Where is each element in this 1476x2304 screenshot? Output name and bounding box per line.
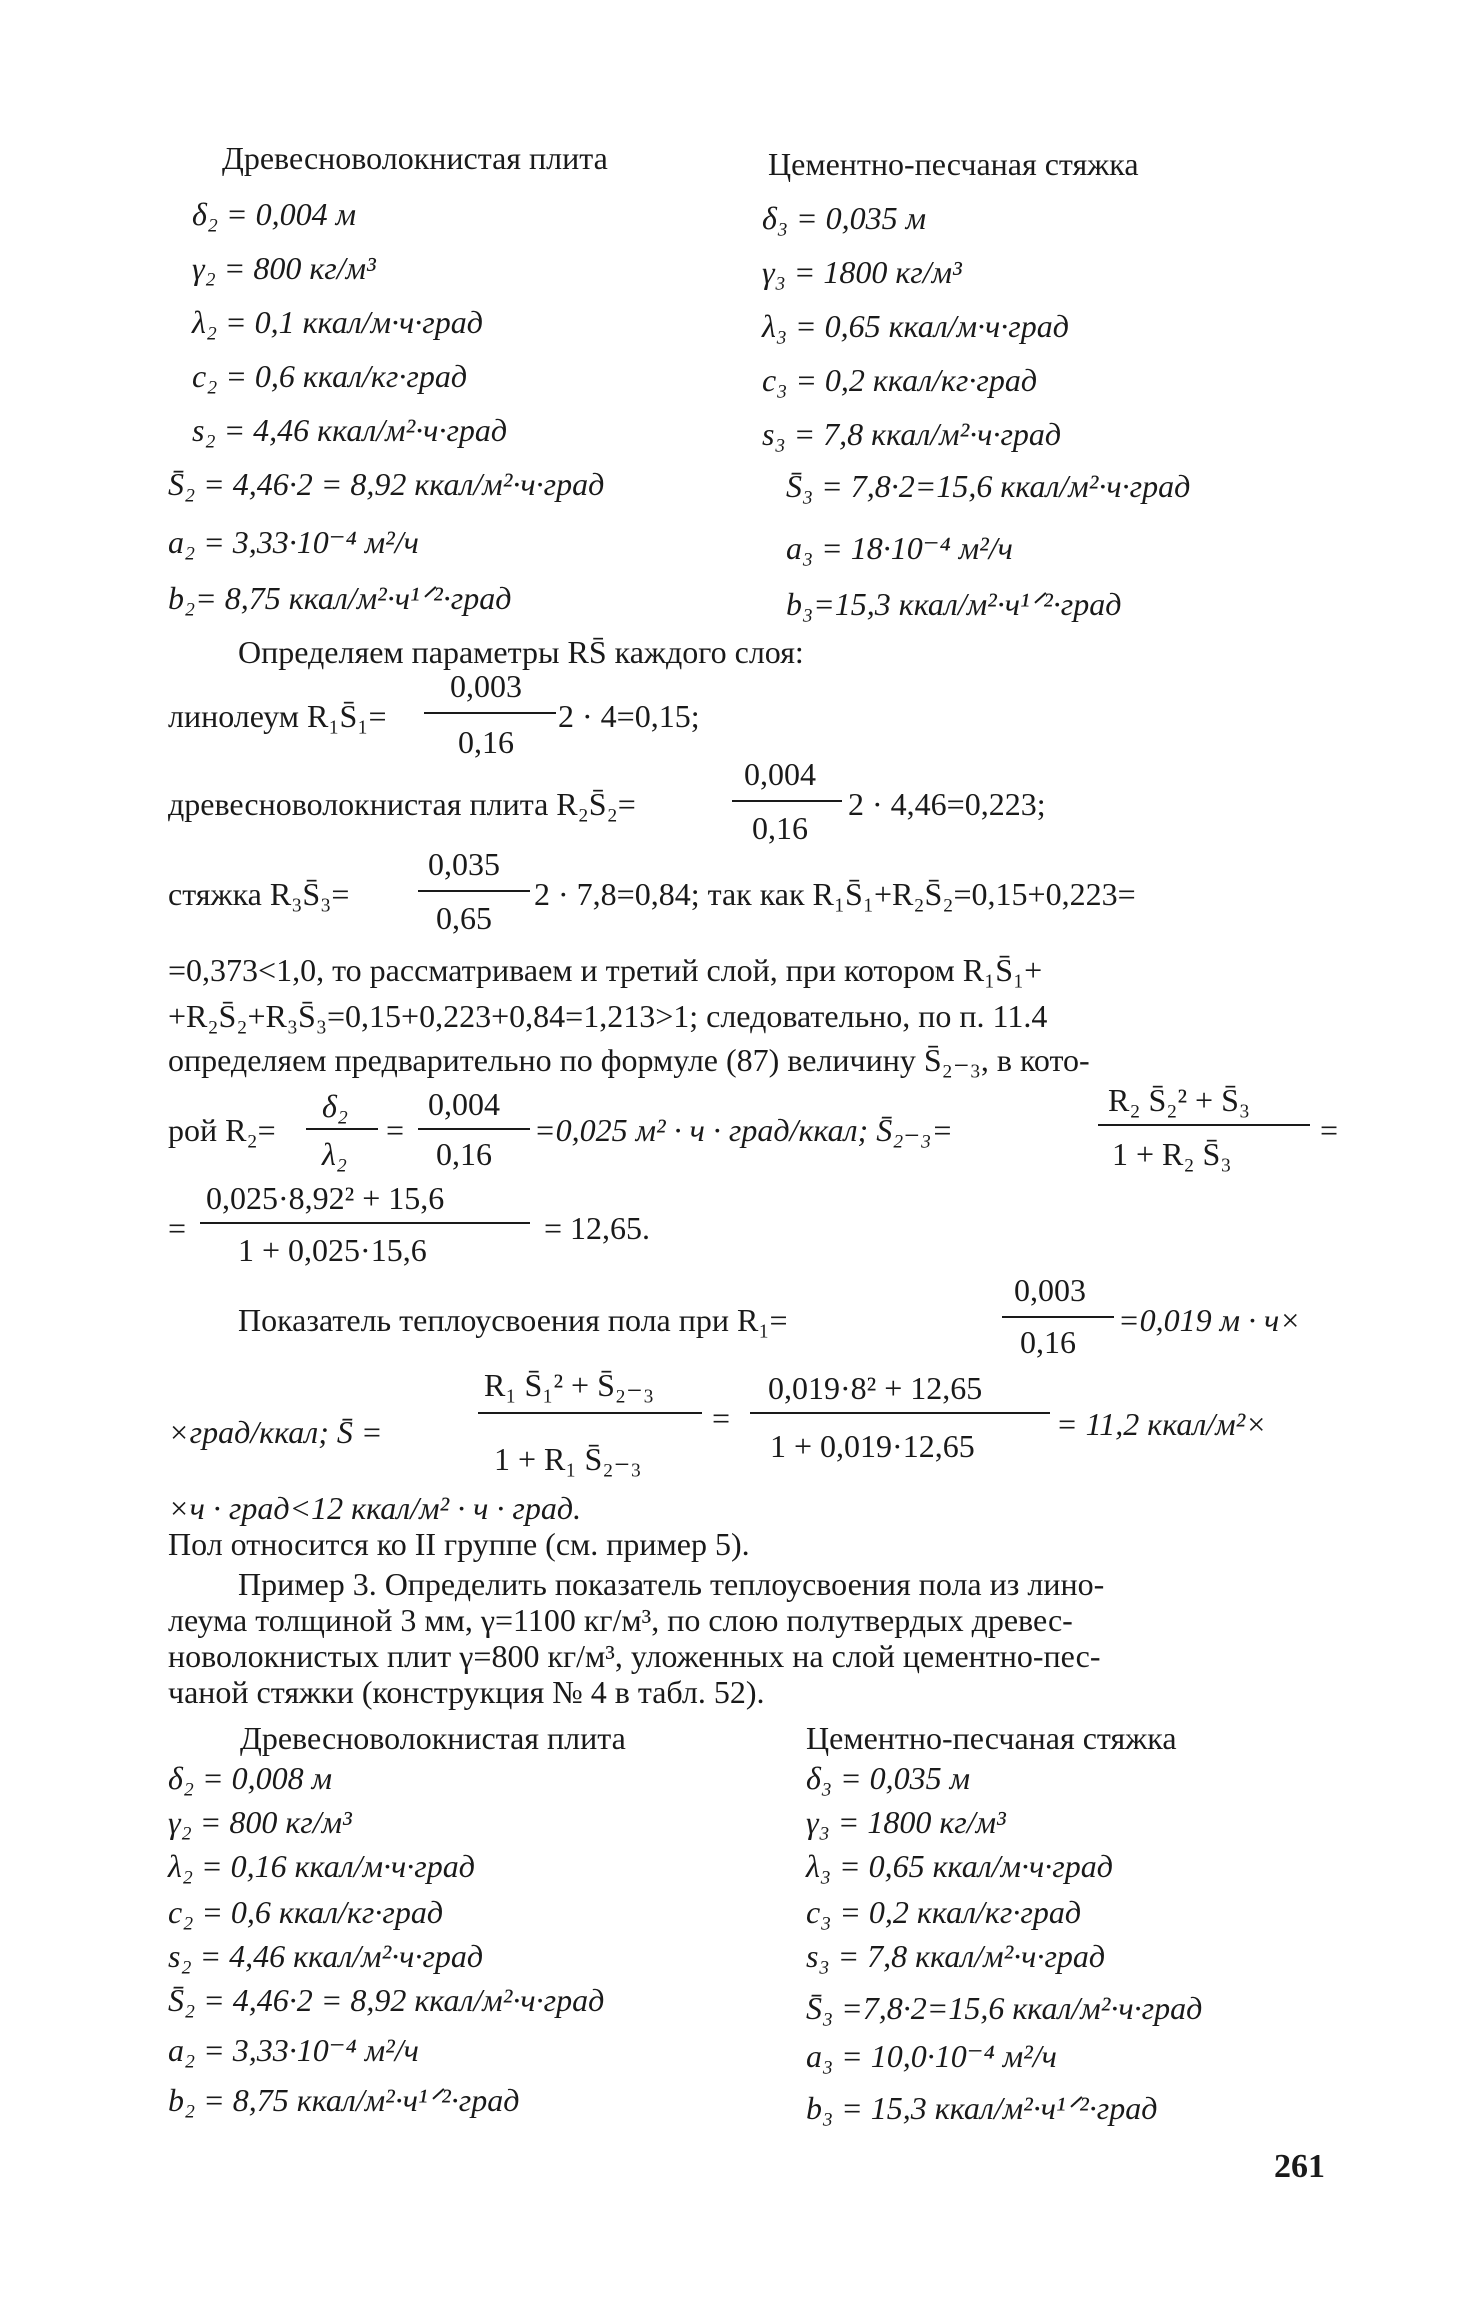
text-line-b: +R₂S̄₂+R₃S̄₃=0,15+0,223+0,84=1,213>1; следовательно, по п. 11.4 — [168, 998, 1048, 1034]
roi-end: = — [1320, 1112, 1339, 1148]
block1-right-heading: Цементно-песчаная стяжка — [768, 146, 1139, 182]
pok-tail: =0,019 м · ч× — [1118, 1302, 1301, 1338]
block1-right-param: λ₃ = 0,65 ккал/м·ч·град — [762, 308, 1069, 344]
roi-den1: λ₂ — [322, 1136, 347, 1172]
block1-right-param: a₃ = 18·10⁻⁴ м²/ч — [786, 530, 1013, 566]
block2-right-param: λ₃ = 0,65 ккал/м·ч·град — [806, 1848, 1113, 1884]
block2-right-param: δ₃ = 0,035 м — [806, 1760, 971, 1796]
s-num2: 0,019·8² + 12,65 — [768, 1370, 983, 1406]
block2-left-param: b₂ = 8,75 ккал/м²·ч¹ᐟ²·град — [168, 2082, 520, 2118]
roi-num3: R₂ S̄₂² + S̄₃ — [1108, 1082, 1251, 1118]
pok-den: 0,16 — [1020, 1324, 1076, 1360]
roi-num1: δ₂ — [322, 1088, 348, 1124]
roi-bar2 — [418, 1128, 530, 1130]
block2-left-param: δ₂ = 0,008 м — [168, 1760, 333, 1796]
s-den2: 1 + 0,019·12,65 — [770, 1428, 975, 1464]
pok-num: 0,003 — [1014, 1272, 1086, 1308]
res-bar — [200, 1222, 530, 1224]
block2-right-param: S̄₃ =7,8·2=15,6 ккал/м²·ч·град — [806, 1990, 1203, 2026]
block1-left-param: γ₂ = 800 кг/м³ — [192, 250, 376, 286]
lin-bar — [424, 712, 556, 714]
lin-num: 0,003 — [450, 668, 522, 704]
lin-tail: 2 · 4=0,15; — [558, 698, 700, 734]
s-last: ×ч · град<12 ккал/м² · ч · град. — [168, 1490, 582, 1526]
s-num1: R₁ S̄₁² + S̄₂₋₃ — [484, 1367, 655, 1403]
block2-left-param: c₂ = 0,6 ккал/кг·град — [168, 1894, 444, 1930]
block1-left-param: s₂ = 4,46 ккал/м²·ч·град — [192, 412, 508, 448]
block2-left-heading: Древесноволокнистая плита — [240, 1720, 626, 1756]
s-bar1 — [478, 1412, 702, 1414]
block1-left-param: a₂ = 3,33·10⁻⁴ м²/ч — [168, 524, 419, 560]
block1-right-param: γ₃ = 1800 кг/м³ — [762, 254, 962, 290]
block2-right-param: c₃ = 0,2 ккал/кг·град — [806, 1894, 1082, 1930]
roi-label: рой R₂= — [168, 1112, 276, 1148]
determine-text: Определяем параметры RS̄ каждого слоя: — [238, 634, 804, 670]
pok-bar — [1002, 1316, 1114, 1318]
st-bar — [418, 890, 530, 892]
roi-eq: = — [386, 1112, 405, 1148]
block2-right-heading: Цементно-песчаная стяжка — [806, 1720, 1177, 1756]
s-tail: = 11,2 ккал/м²× — [1056, 1406, 1267, 1442]
block2-right-param: a₃ = 10,0·10⁻⁴ м²/ч — [806, 2038, 1057, 2074]
block2-left-param: a₂ = 3,33·10⁻⁴ м²/ч — [168, 2032, 419, 2068]
block1-left-heading: Древесноволокнистая плита — [222, 140, 608, 176]
block2-left-param: γ₂ = 800 кг/м³ — [168, 1804, 352, 1840]
res-tail: = 12,65. — [544, 1210, 651, 1246]
example3-line: Пример 3. Определить показатель теплоусвоения пола из лино- — [238, 1566, 1105, 1602]
block1-right-param: c₃ = 0,2 ккал/кг·град — [762, 362, 1038, 398]
roi-tail: =0,025 м² · ч · град/ккал; S̄₂₋₃= — [534, 1112, 953, 1148]
res-num: 0,025·8,92² + 15,6 — [206, 1180, 445, 1216]
block1-right-param: b₃=15,3 ккал/м²·ч¹ᐟ²·град — [786, 586, 1122, 622]
roi-den2: 0,16 — [436, 1136, 492, 1172]
drev-label: древесноволокнистая плита R₂S̄₂= — [168, 786, 636, 822]
block2-left-param: s₂ = 4,46 ккал/м²·ч·град — [168, 1938, 484, 1974]
example3-line: новолокнистых плит γ=800 кг/м³, уложенных на слой цементно-пес- — [168, 1638, 1101, 1674]
st-num: 0,035 — [428, 846, 500, 882]
drev-den: 0,16 — [752, 810, 808, 846]
st-den: 0,65 — [436, 900, 492, 936]
block1-right-param: δ₃ = 0,035 м — [762, 200, 927, 236]
s-bar2 — [750, 1412, 1050, 1414]
s-den1: 1 + R₁ S̄₂₋₃ — [494, 1441, 642, 1477]
block1-left-param: λ₂ = 0,1 ккал/м·ч·град — [192, 304, 483, 340]
block1-left-param: S̄₂ = 4,46·2 = 8,92 ккал/м²·ч·град — [168, 466, 605, 502]
block2-left-param: λ₂ = 0,16 ккал/м·ч·град — [168, 1848, 475, 1884]
block2-right-param: b₃ = 15,3 ккал/м²·ч¹ᐟ²·град — [806, 2090, 1158, 2126]
lin-den: 0,16 — [458, 724, 514, 760]
pok-label: Показатель теплоусвоения пола при R₁= — [238, 1302, 788, 1338]
block1-left-param: δ₂ = 0,004 м — [192, 196, 357, 232]
drev-tail: 2 · 4,46=0,223; — [848, 786, 1046, 822]
block1-right-param: s₃ = 7,8 ккал/м²·ч·град — [762, 416, 1062, 452]
lin-label: линолеум R₁S̄₁= — [168, 698, 387, 734]
text-line-a: =0,373<1,0, то рассматриваем и третий слой, при котором R₁S̄₁+ — [168, 952, 1043, 988]
s-eq: = — [712, 1400, 731, 1436]
block1-left-param: c₂ = 0,6 ккал/кг·град — [192, 358, 468, 394]
st-label: стяжка R₃S̄₃= — [168, 876, 350, 912]
roi-bar1 — [306, 1128, 378, 1130]
group-text: Пол относится ко II группе (см. пример 5). — [168, 1526, 750, 1562]
block1-right-param: S̄₃ = 7,8·2=15,6 ккал/м²·ч·град — [786, 468, 1191, 504]
block2-right-param: s₃ = 7,8 ккал/м²·ч·град — [806, 1938, 1106, 1974]
roi-bar3 — [1098, 1124, 1310, 1126]
drev-bar — [732, 800, 842, 802]
roi-num2: 0,004 — [428, 1086, 500, 1122]
example3-line: чаной стяжки (конструкция № 4 в табл. 52). — [168, 1674, 765, 1710]
example3-line: леума толщиной 3 мм, γ=1100 кг/м³, по слою полутвердых древес- — [168, 1602, 1073, 1638]
st-tail: 2 · 7,8=0,84; так как R₁S̄₁+R₂S̄₂=0,15+0,223= — [534, 876, 1136, 912]
block2-right-param: γ₃ = 1800 кг/м³ — [806, 1804, 1006, 1840]
sgrad-label: ×град/ккал; S̄ = — [168, 1414, 383, 1450]
page-number: 261 — [1274, 2148, 1325, 2185]
roi-den3: 1 + R₂ S̄₃ — [1112, 1136, 1232, 1172]
drev-num: 0,004 — [744, 756, 816, 792]
res-pre: = — [168, 1210, 187, 1246]
res-den: 1 + 0,025·15,6 — [238, 1232, 427, 1268]
block1-left-param: b₂= 8,75 ккал/м²·ч¹ᐟ²·град — [168, 580, 512, 616]
block2-left-param: S̄₂ = 4,46·2 = 8,92 ккал/м²·ч·град — [168, 1982, 605, 2018]
text-line-c: определяем предварительно по формуле (87) величину S̄₂₋₃, в кото- — [168, 1042, 1090, 1078]
